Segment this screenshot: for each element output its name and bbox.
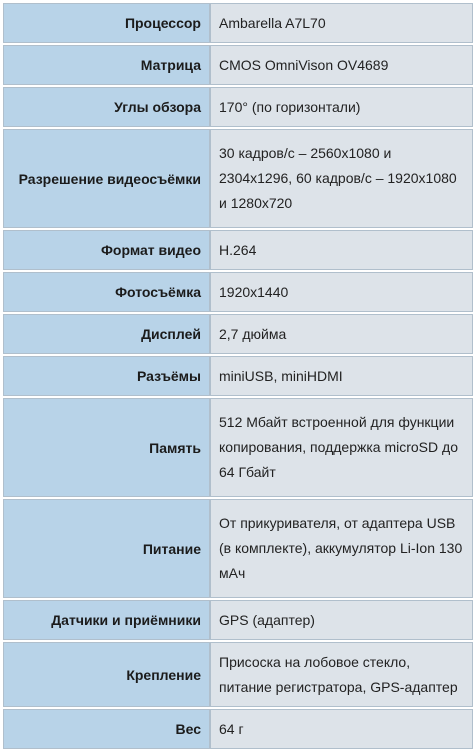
spec-value: H.264 bbox=[210, 230, 473, 270]
spec-row-memory bbox=[3, 398, 473, 497]
spec-label: Матрица bbox=[3, 45, 210, 85]
specs-table bbox=[3, 1, 473, 751]
spec-value: Присоска на лобовое стекло, питание регистратора, GPS-адаптер bbox=[210, 642, 473, 707]
spec-row-weight bbox=[3, 709, 473, 749]
spec-value: От прикуривателя, от адаптера USB (в комплекте), аккумулятор Li-Ion 130 мАч bbox=[210, 499, 473, 598]
spec-label: Разрешение видеосъёмки bbox=[3, 129, 210, 228]
spec-value: miniUSB, miniHDMI bbox=[210, 356, 473, 396]
spec-value: 64 г bbox=[210, 709, 473, 749]
spec-row-sensor bbox=[3, 45, 473, 85]
spec-value: Ambarella A7L70 bbox=[210, 3, 473, 43]
spec-label: Датчики и приёмники bbox=[3, 600, 210, 640]
spec-label: Процессор bbox=[3, 3, 210, 43]
spec-row-sensors bbox=[3, 600, 473, 640]
spec-row-mount bbox=[3, 642, 473, 707]
spec-label: Разъёмы bbox=[3, 356, 210, 396]
spec-value: 512 Мбайт встроенной для функции копирования, поддержка microSD до 64 Гбайт bbox=[210, 398, 473, 497]
spec-label: Дисплей bbox=[3, 314, 210, 354]
spec-label: Питание bbox=[3, 499, 210, 598]
spec-label: Вес bbox=[3, 709, 210, 749]
spec-row-video-resolution bbox=[3, 129, 473, 228]
spec-row-video-format bbox=[3, 230, 473, 270]
spec-label: Крепление bbox=[3, 642, 210, 707]
spec-label: Углы обзора bbox=[3, 87, 210, 127]
spec-row-power bbox=[3, 499, 473, 598]
spec-row-processor bbox=[3, 3, 473, 43]
spec-value: 1920x1440 bbox=[210, 272, 473, 312]
spec-value: CMOS OmniVison OV4689 bbox=[210, 45, 473, 85]
spec-label: Фотосъёмка bbox=[3, 272, 210, 312]
spec-value: 30 кадров/с – 2560x1080 и 2304x1296, 60 кадров/с – 1920x1080 и 1280x720 bbox=[210, 129, 473, 228]
spec-row-view-angle bbox=[3, 87, 473, 127]
spec-label: Память bbox=[3, 398, 210, 497]
spec-value: GPS (адаптер) bbox=[210, 600, 473, 640]
spec-label: Формат видео bbox=[3, 230, 210, 270]
spec-row-display bbox=[3, 314, 473, 354]
spec-value: 2,7 дюйма bbox=[210, 314, 473, 354]
spec-value: 170° (по горизонтали) bbox=[210, 87, 473, 127]
spec-row-photo bbox=[3, 272, 473, 312]
spec-row-ports bbox=[3, 356, 473, 396]
